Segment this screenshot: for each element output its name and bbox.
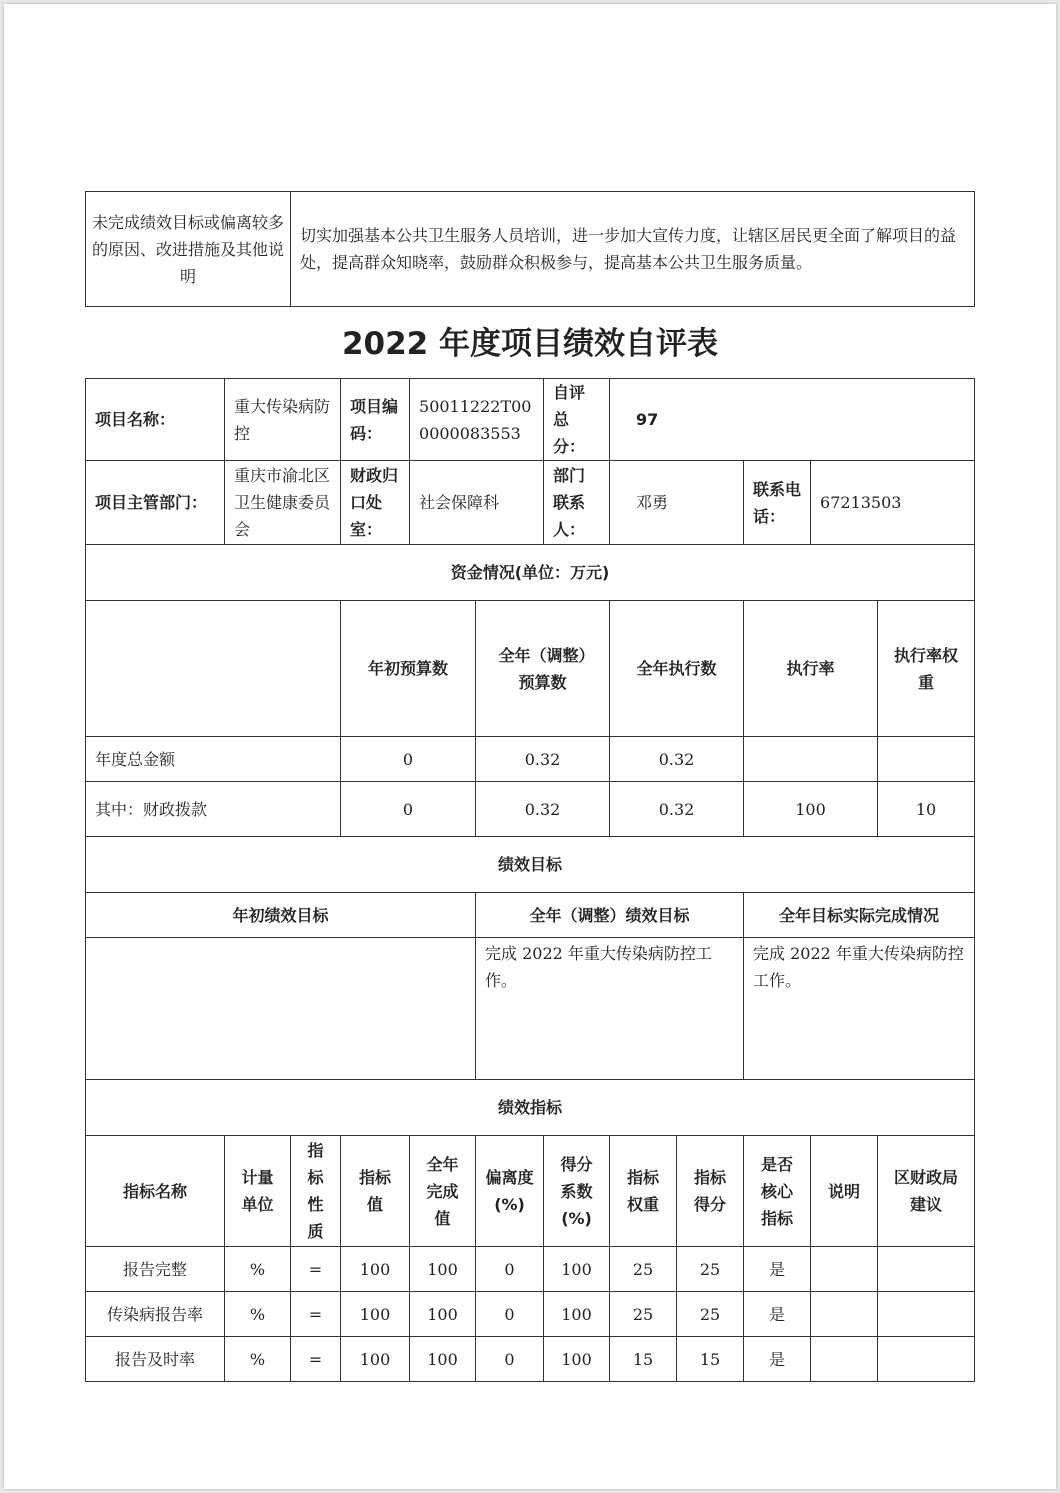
indicator-header: 计量单位 [225, 1136, 291, 1247]
goals-header: 全年目标实际完成情况 [744, 893, 975, 938]
funds-section-title: 资金情况(单位：万元) [86, 545, 975, 601]
indicator-row [86, 1337, 975, 1382]
indicator-cell: 是 [744, 1337, 811, 1382]
indicator-cell: 15 [610, 1337, 677, 1382]
project-name-label: 项目名称： [86, 379, 225, 461]
indicator-cell: 0 [476, 1337, 544, 1382]
funds-row-label: 其中：财政拨款 [86, 782, 341, 837]
goals-header-row [86, 893, 975, 938]
funds-header: 年初预算数 [341, 601, 476, 737]
total-score: 97 [610, 379, 975, 461]
funds-cell: 100 [744, 782, 878, 837]
indicator-cell [811, 1292, 878, 1337]
indicator-cell: 100 [341, 1337, 410, 1382]
indicator-cell: 100 [410, 1247, 476, 1292]
indicator-cell: 是 [744, 1292, 811, 1337]
indicator-cell: = [291, 1247, 341, 1292]
indicators-header-row [86, 1136, 975, 1247]
indicator-row [86, 1247, 975, 1292]
indicator-cell: = [291, 1337, 341, 1382]
indicator-cell: % [225, 1247, 291, 1292]
funds-cell [744, 737, 878, 782]
indicator-cell: 25 [610, 1292, 677, 1337]
page-title: 2022 年度项目绩效自评表 [341, 326, 719, 362]
funds-cell: 0.32 [476, 782, 610, 837]
funds-cell: 0.32 [610, 737, 744, 782]
indicator-cell: 报告及时率 [86, 1337, 225, 1382]
funds-cell: 0 [341, 782, 476, 837]
funds-row [86, 782, 975, 837]
evaluation-table [85, 378, 975, 1382]
funds-row-label: 年度总金额 [86, 737, 341, 782]
indicator-header: 区财政局建议 [878, 1136, 975, 1247]
note-content: 切实加强基本公共卫生服务人员培训，进一步加大宣传力度，让辖区居民更全面了解项目的益处，提高群众知晓率，鼓励群众积极参与，提高基本公共卫生服务质量。 [291, 192, 975, 307]
funds-header-row [86, 601, 975, 737]
note-label: 未完成绩效目标或偏离较多的原因、改进措施及其他说明 [86, 192, 291, 307]
funds-cell: 0.32 [476, 737, 610, 782]
goals-header: 全年（调整）绩效目标 [476, 893, 744, 938]
funds-header: 执行率 [744, 601, 878, 737]
project-code-label: 项目编码： [341, 379, 410, 461]
indicator-cell [811, 1337, 878, 1382]
indicator-cell: 0 [476, 1247, 544, 1292]
indicator-header: 指标性质 [291, 1136, 341, 1247]
indicator-cell: % [225, 1292, 291, 1337]
indicator-cell: % [225, 1337, 291, 1382]
indicator-cell [878, 1247, 975, 1292]
funds-cell: 0.32 [610, 782, 744, 837]
goals-section-title: 绩效目标 [86, 837, 975, 893]
info-row-2 [86, 461, 975, 545]
indicator-cell: 25 [610, 1247, 677, 1292]
funds-cell [878, 737, 975, 782]
indicator-header: 指标值 [341, 1136, 410, 1247]
goal-adjusted: 完成 2022 年重大传染病防控工作。 [476, 938, 744, 1080]
phone: 67213503 [811, 461, 975, 545]
phone-label: 联系电话： [744, 461, 811, 545]
project-name: 重大传染病防控 [225, 379, 341, 461]
indicator-cell: 100 [341, 1247, 410, 1292]
indicator-cell [878, 1337, 975, 1382]
finance-office-label: 财政归口处室： [341, 461, 410, 545]
goals-header: 年初绩效目标 [86, 893, 476, 938]
indicator-cell: 25 [677, 1292, 744, 1337]
funds-header: 执行率权重 [878, 601, 975, 737]
info-row-1 [86, 379, 975, 461]
indicator-cell: 100 [544, 1247, 610, 1292]
finance-office: 社会保障科 [410, 461, 544, 545]
funds-header-empty [86, 601, 341, 737]
indicator-cell: 是 [744, 1247, 811, 1292]
indicator-cell [811, 1247, 878, 1292]
dept-label: 项目主管部门： [86, 461, 225, 545]
goal-initial [86, 938, 476, 1080]
project-code: 50011222T000000083553 [410, 379, 544, 461]
indicator-header: 偏离度(%) [476, 1136, 544, 1247]
note-table [85, 191, 975, 307]
indicator-row [86, 1292, 975, 1337]
indicator-cell: 0 [476, 1292, 544, 1337]
indicator-cell: 25 [677, 1247, 744, 1292]
indicator-cell: 100 [410, 1337, 476, 1382]
contact-label: 部门联系人： [544, 461, 610, 545]
funds-cell: 10 [878, 782, 975, 837]
indicator-header: 全年完成值 [410, 1136, 476, 1247]
funds-cell: 0 [341, 737, 476, 782]
funds-header: 全年执行数 [610, 601, 744, 737]
indicator-cell: 100 [544, 1292, 610, 1337]
indicator-cell: 传染病报告率 [86, 1292, 225, 1337]
indicator-header: 说明 [811, 1136, 878, 1247]
indicator-header: 指标名称 [86, 1136, 225, 1247]
indicator-cell: 100 [410, 1292, 476, 1337]
indicator-header: 得分系数(%) [544, 1136, 610, 1247]
indicator-cell: 100 [544, 1337, 610, 1382]
indicator-header: 是否核心指标 [744, 1136, 811, 1247]
indicator-cell [878, 1292, 975, 1337]
funds-header: 全年（调整）预算数 [476, 601, 610, 737]
contact: 邓勇 [610, 461, 744, 545]
dept: 重庆市渝北区卫生健康委员会 [225, 461, 341, 545]
indicators-section-title: 绩效指标 [86, 1080, 975, 1136]
indicator-cell: 15 [677, 1337, 744, 1382]
indicator-cell: = [291, 1292, 341, 1337]
goal-actual: 完成 2022 年重大传染病防控工作。 [744, 938, 975, 1080]
funds-row [86, 737, 975, 782]
total-score-label: 自评总分： [544, 379, 610, 461]
indicator-cell: 100 [341, 1292, 410, 1337]
goals-value-row [86, 938, 975, 1080]
indicator-header: 指标权重 [610, 1136, 677, 1247]
indicator-cell: 报告完整 [86, 1247, 225, 1292]
indicator-header: 指标得分 [677, 1136, 744, 1247]
